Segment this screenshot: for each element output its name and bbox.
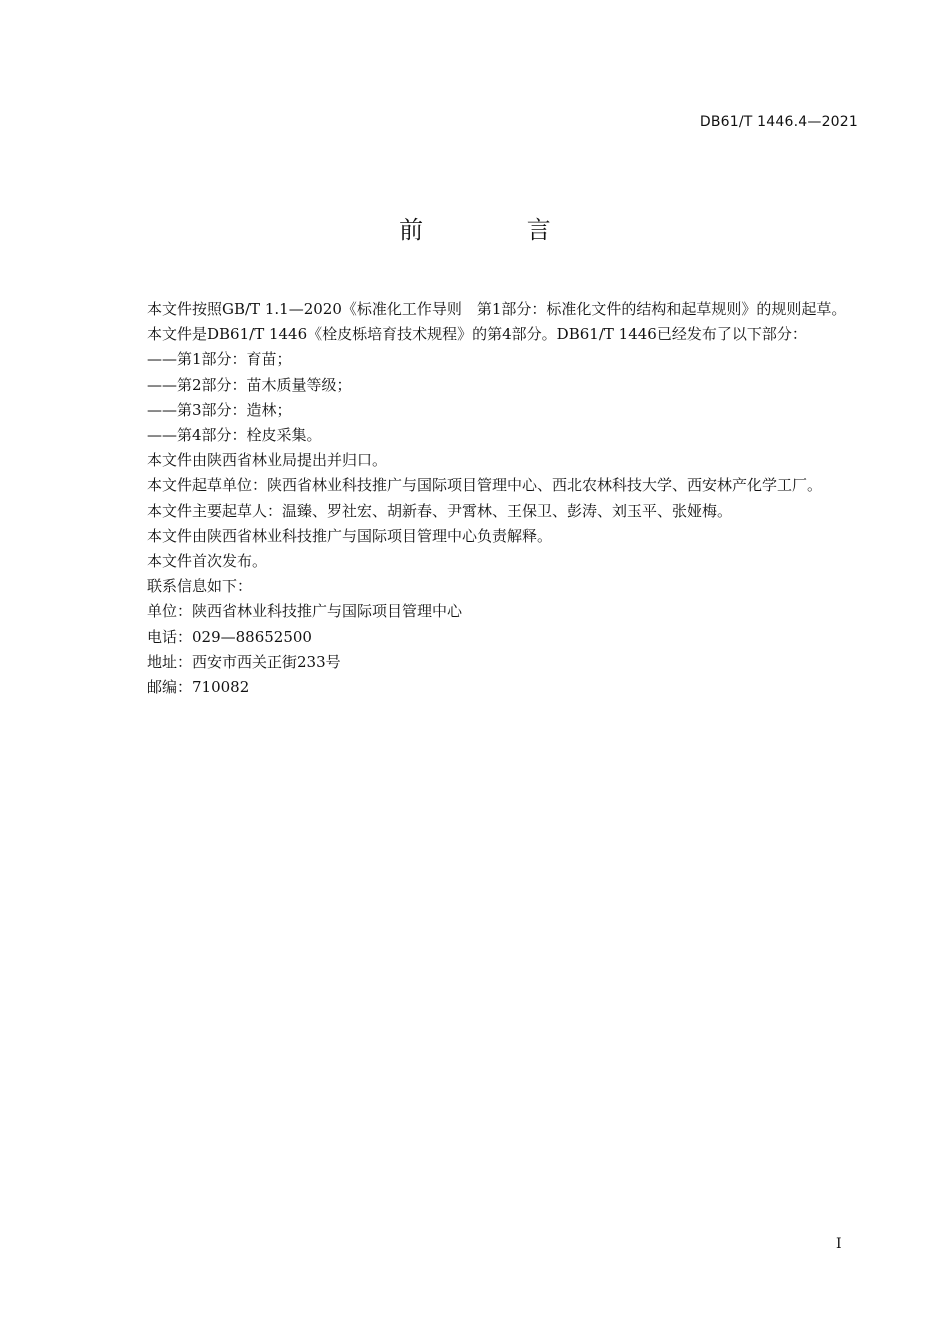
paragraph-first-release: 本文件首次发布。 xyxy=(147,552,268,571)
paragraph-contact-heading: 联系信息如下： xyxy=(147,577,253,596)
paragraph-proposer: 本文件由陕西省林业局提出并归口。 xyxy=(147,451,388,470)
page-number: I xyxy=(836,1236,842,1252)
contact-address: 地址：西安市西关正街233号 xyxy=(147,652,341,671)
list-item-part-3: ——第3部分：造林； xyxy=(147,400,292,419)
paragraph-series-parts: 本文件是DB61/T 1446《栓皮栎培育技术规程》的第4部分。DB61/T 1446已经发布了以下部分： xyxy=(147,325,807,344)
document-code: DB61/T 1446.4—2021 xyxy=(699,114,858,130)
foreword-body xyxy=(113,297,859,700)
page-title: 前 言 xyxy=(399,216,599,244)
paragraph-drafters: 本文件主要起草人：温臻、罗社宏、胡新春、尹霄林、王保卫、彭涛、刘玉平、张娅梅。 xyxy=(147,501,733,520)
paragraph-interpretation: 本文件由陕西省林业科技推广与国际项目管理中心负责解释。 xyxy=(147,526,553,545)
paragraph-drafting-rules: 本文件按照GB/T 1.1—2020《标准化工作导则 第1部分：标准化文件的结构和起草规则》的规则起草。 xyxy=(147,300,847,318)
contact-postcode: 邮编：710082 xyxy=(147,678,250,697)
list-item-part-4: ——第4部分：栓皮采集。 xyxy=(147,426,322,445)
list-item-part-1: ——第1部分：育苗； xyxy=(147,350,292,369)
contact-phone: 电话：029—88652500 xyxy=(147,627,312,646)
list-item-part-2: ——第2部分：苗木质量等级； xyxy=(147,375,352,394)
contact-unit: 单位：陕西省林业科技推广与国际项目管理中心 xyxy=(147,602,463,621)
paragraph-drafting-units: 本文件起草单位：陕西省林业科技推广与国际项目管理中心、西北农林科技大学、西安林产化学工厂。 xyxy=(147,476,823,495)
